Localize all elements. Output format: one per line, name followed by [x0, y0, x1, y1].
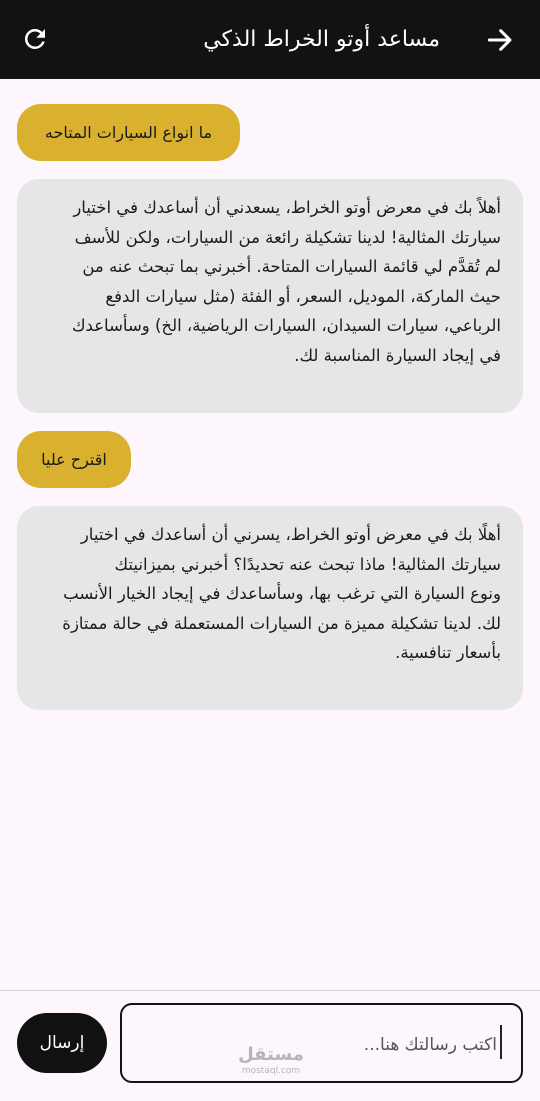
message-line: في إيجاد السيارة المناسبة لك.	[294, 345, 501, 365]
chat-area[interactable]	[0, 79, 540, 990]
message-input[interactable]	[157, 1027, 497, 1063]
send-button[interactable]: إرسال	[17, 1013, 107, 1073]
message-line: الرباعي، سيارات السيدان، السيارات الرياضية، الخ) وسأساعدك	[71, 316, 501, 335]
page-title: مساعد أوتو الخراط الذكي	[203, 27, 440, 52]
assistant-message	[17, 506, 523, 710]
user-message	[17, 104, 240, 161]
message-line: لم تُقدَّم لي قائمة السيارات المتاحة. أخبرني بما تبحث عنه من	[82, 257, 501, 276]
watermark-text: مستقل	[238, 1044, 304, 1065]
message-line: حيث الماركة، الموديل، السعر، أو الفئة (مثل سيارات الدفع	[105, 286, 501, 306]
text-caret	[500, 1025, 502, 1059]
message-line: سيارتك المثالية! ماذا تبحث عنه تحديدًا؟ أخبرني بميزانيتك	[114, 554, 501, 574]
message-line: بأسعار تنافسية.	[395, 643, 501, 662]
message-line: أهلًا بك في معرض أوتو الخراط، يسرني أن أساعدك في اختيار	[80, 525, 501, 544]
message-line: أهلاً بك في معرض أوتو الخراط، يسعدني أن أساعدك في اختيار	[73, 198, 501, 217]
watermark-subtext: mostaql.com	[241, 1066, 301, 1076]
message-line: ونوع السيارة التي ترغب بها، وسأساعدك في إيجاد الخيار الأنسب	[63, 584, 501, 603]
refresh-icon[interactable]	[20, 24, 50, 54]
message-line: لك. لدينا تشكيلة مميزة من السيارات المستعملة في حالة ممتازة	[62, 613, 501, 633]
user-message-text: اقترح عليا	[41, 450, 107, 469]
message-input-box[interactable]	[120, 1003, 523, 1083]
composer-divider	[0, 990, 540, 991]
assistant-message	[17, 179, 523, 413]
app-bar	[0, 0, 540, 79]
message-line: سيارتك المثالية! لدينا تشكيلة رائعة من السيارات، ولكن للأسف	[74, 227, 501, 247]
user-message-text: ما انواع السيارات المتاحه	[44, 123, 213, 142]
arrow-right-icon[interactable]	[484, 24, 516, 56]
user-message	[17, 431, 131, 488]
